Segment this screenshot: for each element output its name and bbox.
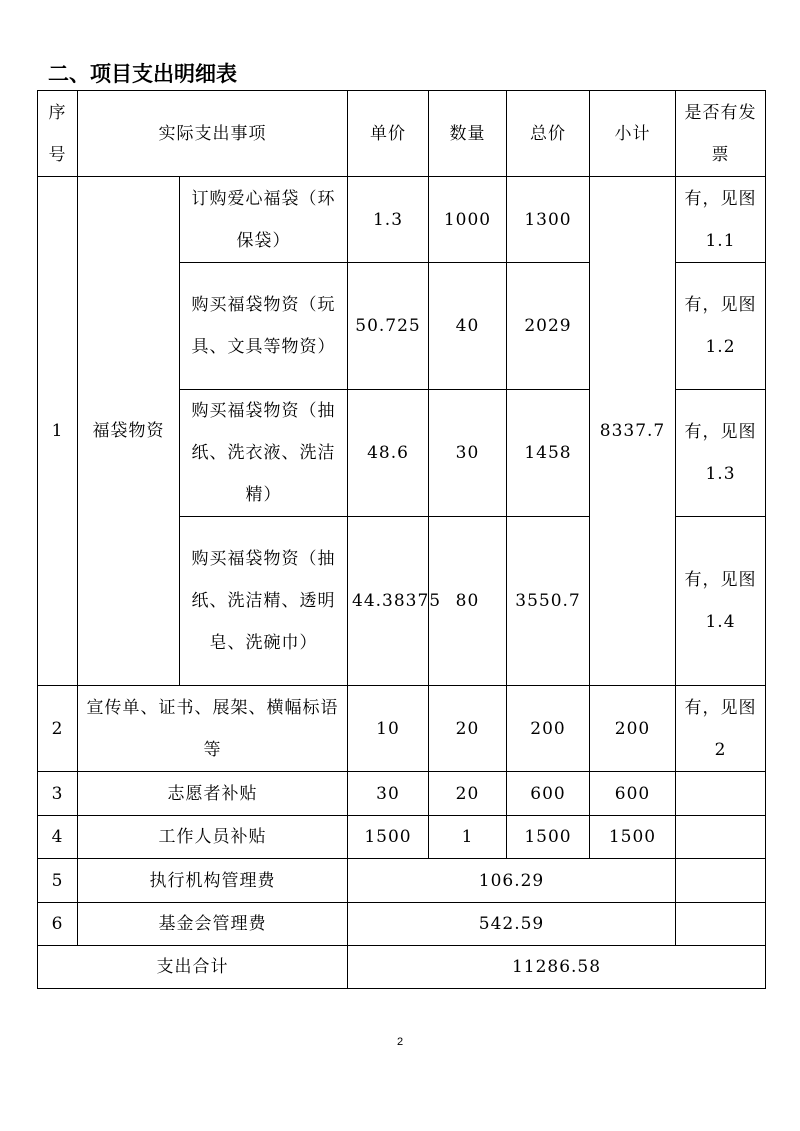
invoice-cell: 有，见图1.2 [676,263,766,390]
total-price-cell: 3550.7 [507,517,590,686]
seq-cell: 4 [38,816,78,859]
header-item: 实际支出事项 [78,91,348,177]
header-total-price: 总价 [507,91,590,177]
item-cell: 执行机构管理费 [78,859,348,903]
seq-cell: 6 [38,903,78,946]
header-invoice: 是否有发票 [676,91,766,177]
subtotal-cell: 8337.7 [590,177,676,686]
quantity-cell: 80 [429,517,507,686]
unit-price-cell: 1.3 [348,177,429,263]
subtotal-cell: 200 [590,686,676,772]
header-unit-price: 单价 [348,91,429,177]
table-row [38,816,766,859]
unit-price-cell: 44.38375 [348,517,429,686]
total-price-cell: 600 [507,772,590,816]
invoice-cell: 有，见图1.4 [676,517,766,686]
unit-price-cell: 48.6 [348,390,429,517]
total-label: 支出合计 [38,946,348,989]
unit-price-cell: 10 [348,686,429,772]
seq-cell: 1 [38,177,78,686]
page-number: 2 [396,1036,404,1048]
total-price-cell: 200 [507,686,590,772]
unit-price-cell: 1500 [348,816,429,859]
table-row [38,686,766,772]
total-price-cell: 2029 [507,263,590,390]
quantity-cell: 1000 [429,177,507,263]
header-subtotal: 小计 [590,91,676,177]
invoice-cell [676,859,766,903]
expense-table [37,90,766,989]
total-price-cell: 1500 [507,816,590,859]
item-cell: 购买福袋物资（抽纸、洗洁精、透明皂、洗碗巾） [180,517,348,686]
invoice-cell: 有，见图1.1 [676,177,766,263]
table-row [38,177,766,263]
quantity-cell: 30 [429,390,507,517]
quantity-cell: 20 [429,686,507,772]
category-cell: 福袋物资 [78,177,180,686]
invoice-cell [676,772,766,816]
invoice-cell [676,903,766,946]
invoice-cell [676,816,766,859]
item-cell: 购买福袋物资（玩具、文具等物资） [180,263,348,390]
section-heading: 二、项目支出明细表 [48,62,237,86]
subtotal-cell: 1500 [590,816,676,859]
amount-cell: 542.59 [348,903,676,946]
item-cell: 订购爱心福袋（环保袋） [180,177,348,263]
item-cell: 购买福袋物资（抽纸、洗衣液、洗洁精） [180,390,348,517]
total-row [38,946,766,989]
table-row [38,903,766,946]
table-row [38,859,766,903]
total-amount: 11286.58 [348,946,766,989]
item-cell: 志愿者补贴 [78,772,348,816]
header-quantity: 数量 [429,91,507,177]
item-cell: 宣传单、证书、展架、横幅标语等 [78,686,348,772]
quantity-cell: 20 [429,772,507,816]
seq-cell: 3 [38,772,78,816]
invoice-cell: 有，见图1.3 [676,390,766,517]
table-row [38,772,766,816]
unit-price-cell: 50.725 [348,263,429,390]
total-price-cell: 1300 [507,177,590,263]
item-cell: 工作人员补贴 [78,816,348,859]
quantity-cell: 40 [429,263,507,390]
amount-cell: 106.29 [348,859,676,903]
seq-cell: 5 [38,859,78,903]
seq-cell: 2 [38,686,78,772]
unit-price-cell: 30 [348,772,429,816]
item-cell: 基金会管理费 [78,903,348,946]
header-row [38,91,766,177]
header-seq: 序号 [38,91,78,177]
quantity-cell: 1 [429,816,507,859]
total-price-cell: 1458 [507,390,590,517]
subtotal-cell: 600 [590,772,676,816]
invoice-cell: 有，见图2 [676,686,766,772]
